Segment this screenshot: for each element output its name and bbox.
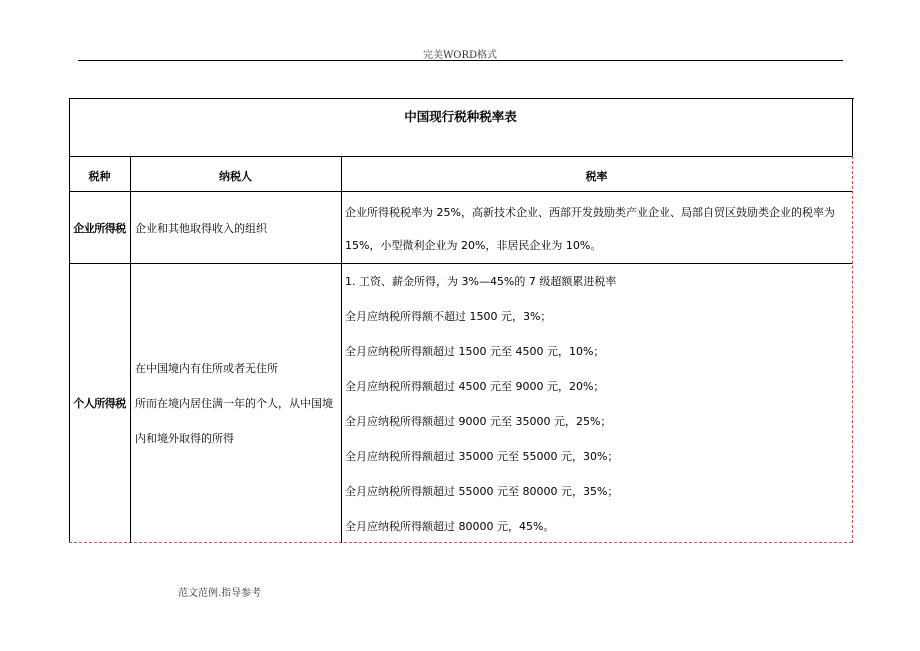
- row2-rate-line2: 全月应纳税所得额不超过 1500 元，3%；: [345, 310, 552, 323]
- row2-rate-line7: 全月应纳税所得额超过 55000 元至 80000 元，35%；: [345, 485, 619, 498]
- table-right-border-dashed: [852, 156, 853, 543]
- column-divider-1: [130, 156, 131, 543]
- row2-rate-line4: 全月应纳税所得额超过 4500 元至 9000 元，20%；: [345, 380, 605, 393]
- title-row-divider: [69, 156, 852, 157]
- page-footer: 范文范例.指导参考: [178, 588, 262, 599]
- row2-taxpayer-line2: 所而在境内居住满一年的个人，从中国境: [135, 397, 333, 410]
- column-divider-2: [341, 156, 342, 543]
- row1-taxpayer: 企业和其他取得收入的组织: [135, 222, 267, 235]
- row1-rate-line2: 15%，小型微利企业为 20%，非居民企业为 10%。: [345, 239, 602, 252]
- column-header-rate: 税率: [585, 170, 608, 183]
- row1-divider: [69, 263, 852, 264]
- row1-rate-line1: 企业所得税税率为 25%，高新技术企业、西部开发鼓励类产业企业、局部自贸区鼓励类企业的税率为: [345, 206, 835, 219]
- row1-tax-type: 企业所得税: [73, 222, 126, 235]
- table-bottom-border: [69, 542, 852, 543]
- row2-taxpayer-line1: 在中国境内有住所或者无住所: [135, 362, 278, 375]
- header-row-divider: [69, 191, 852, 192]
- row2-rate-line1: 1. 工资、薪金所得，为 3%—45%的 7 级超额累进税率: [345, 275, 617, 288]
- table-top-border: [69, 98, 854, 99]
- row2-tax-type: 个人所得税: [73, 397, 126, 410]
- row2-rate-line6: 全月应纳税所得额超过 35000 元至 55000 元，30%；: [345, 450, 619, 463]
- column-header-taxpayer: 纳税人: [219, 170, 252, 183]
- table-right-border: [852, 98, 853, 156]
- row2-rate-line5: 全月应纳税所得额超过 9000 元至 35000 元，25%；: [345, 415, 612, 428]
- page-header: 完美WORD格式: [422, 50, 498, 61]
- row2-rate-line8: 全月应纳税所得额超过 80000 元，45%。: [345, 520, 555, 533]
- tax-rate-table: [69, 98, 851, 543]
- header-rule: [78, 60, 843, 61]
- table-title: 中国现行税种税率表: [404, 110, 517, 124]
- row2-taxpayer-line3: 内和境外取得的所得: [135, 432, 234, 445]
- table-left-border: [69, 98, 70, 543]
- row2-rate-line3: 全月应纳税所得额超过 1500 元至 4500 元，10%；: [345, 345, 605, 358]
- column-header-tax-type: 税种: [88, 170, 111, 183]
